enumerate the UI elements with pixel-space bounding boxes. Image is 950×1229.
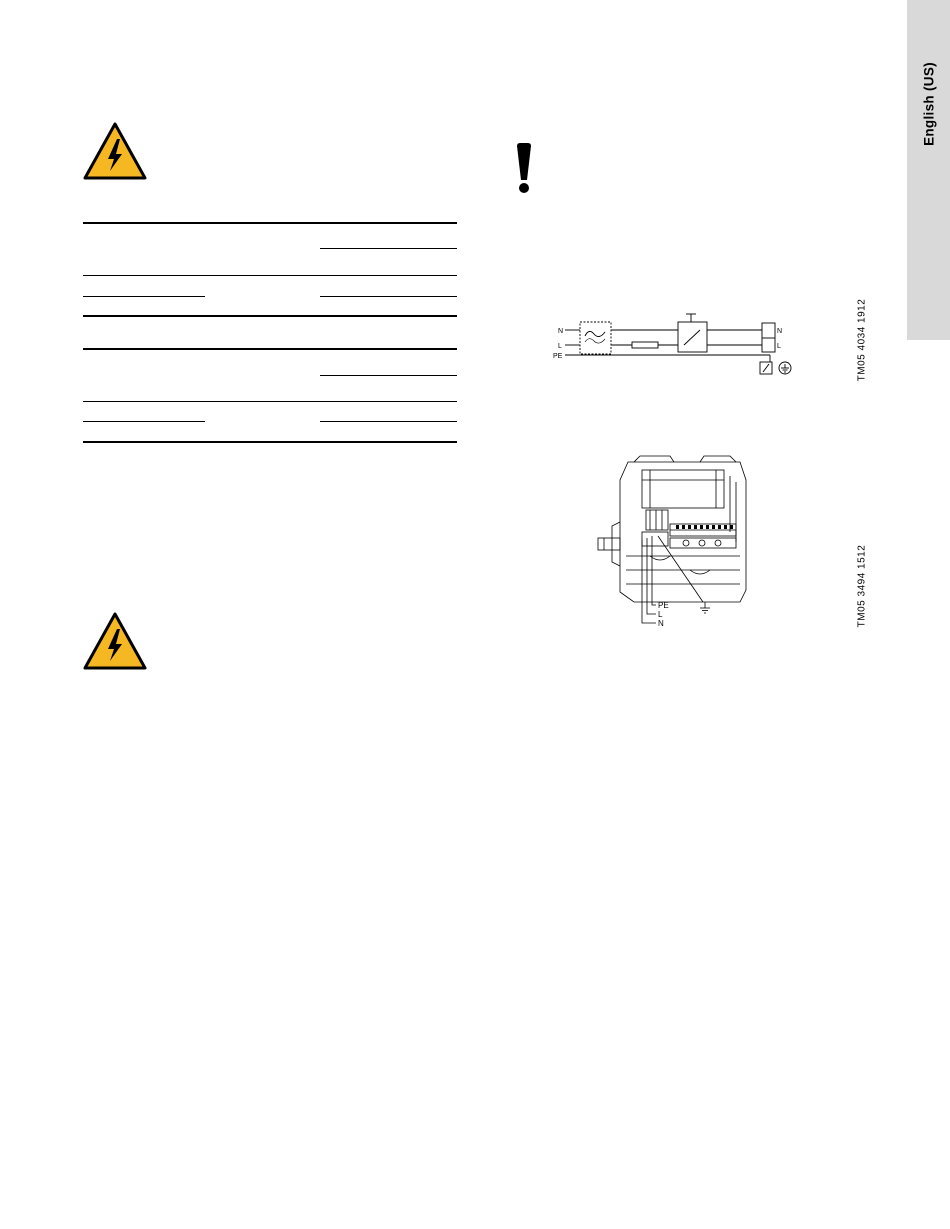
figure-code-wiring: TM05 4034 1912 — [856, 298, 868, 382]
table-rule — [83, 222, 457, 224]
electrical-hazard-warning-icon — [83, 612, 147, 670]
language-tab-label: English (US) — [921, 62, 936, 146]
wiring-diagram — [548, 310, 798, 380]
table-rule — [83, 348, 457, 350]
label-pe-terminal: PE — [658, 601, 669, 610]
table-rule — [83, 315, 457, 317]
electrical-hazard-warning-icon — [83, 122, 147, 180]
table-rule — [320, 421, 457, 422]
label-l-out: L — [777, 343, 781, 350]
table-rule — [320, 296, 457, 297]
table-rule — [83, 401, 457, 402]
table-rule — [320, 248, 457, 249]
label-n-out: N — [777, 328, 783, 335]
table-rule — [83, 421, 205, 422]
table-rule — [83, 441, 457, 443]
terminal-box-illustration — [590, 452, 760, 630]
label-n-in: N — [558, 328, 564, 335]
table-rule — [83, 275, 457, 276]
table-rule — [83, 296, 205, 297]
label-l-in: L — [558, 343, 562, 350]
table-rule — [320, 375, 457, 376]
label-n-terminal: N — [658, 619, 664, 628]
language-tab-label-wrap — [907, 0, 950, 340]
figure-code-terminal-box: TM05 3494 1512 — [856, 544, 868, 628]
label-l-terminal: L — [658, 610, 663, 619]
exclamation-caution-icon — [512, 142, 536, 196]
label-pe: PE — [553, 353, 563, 360]
